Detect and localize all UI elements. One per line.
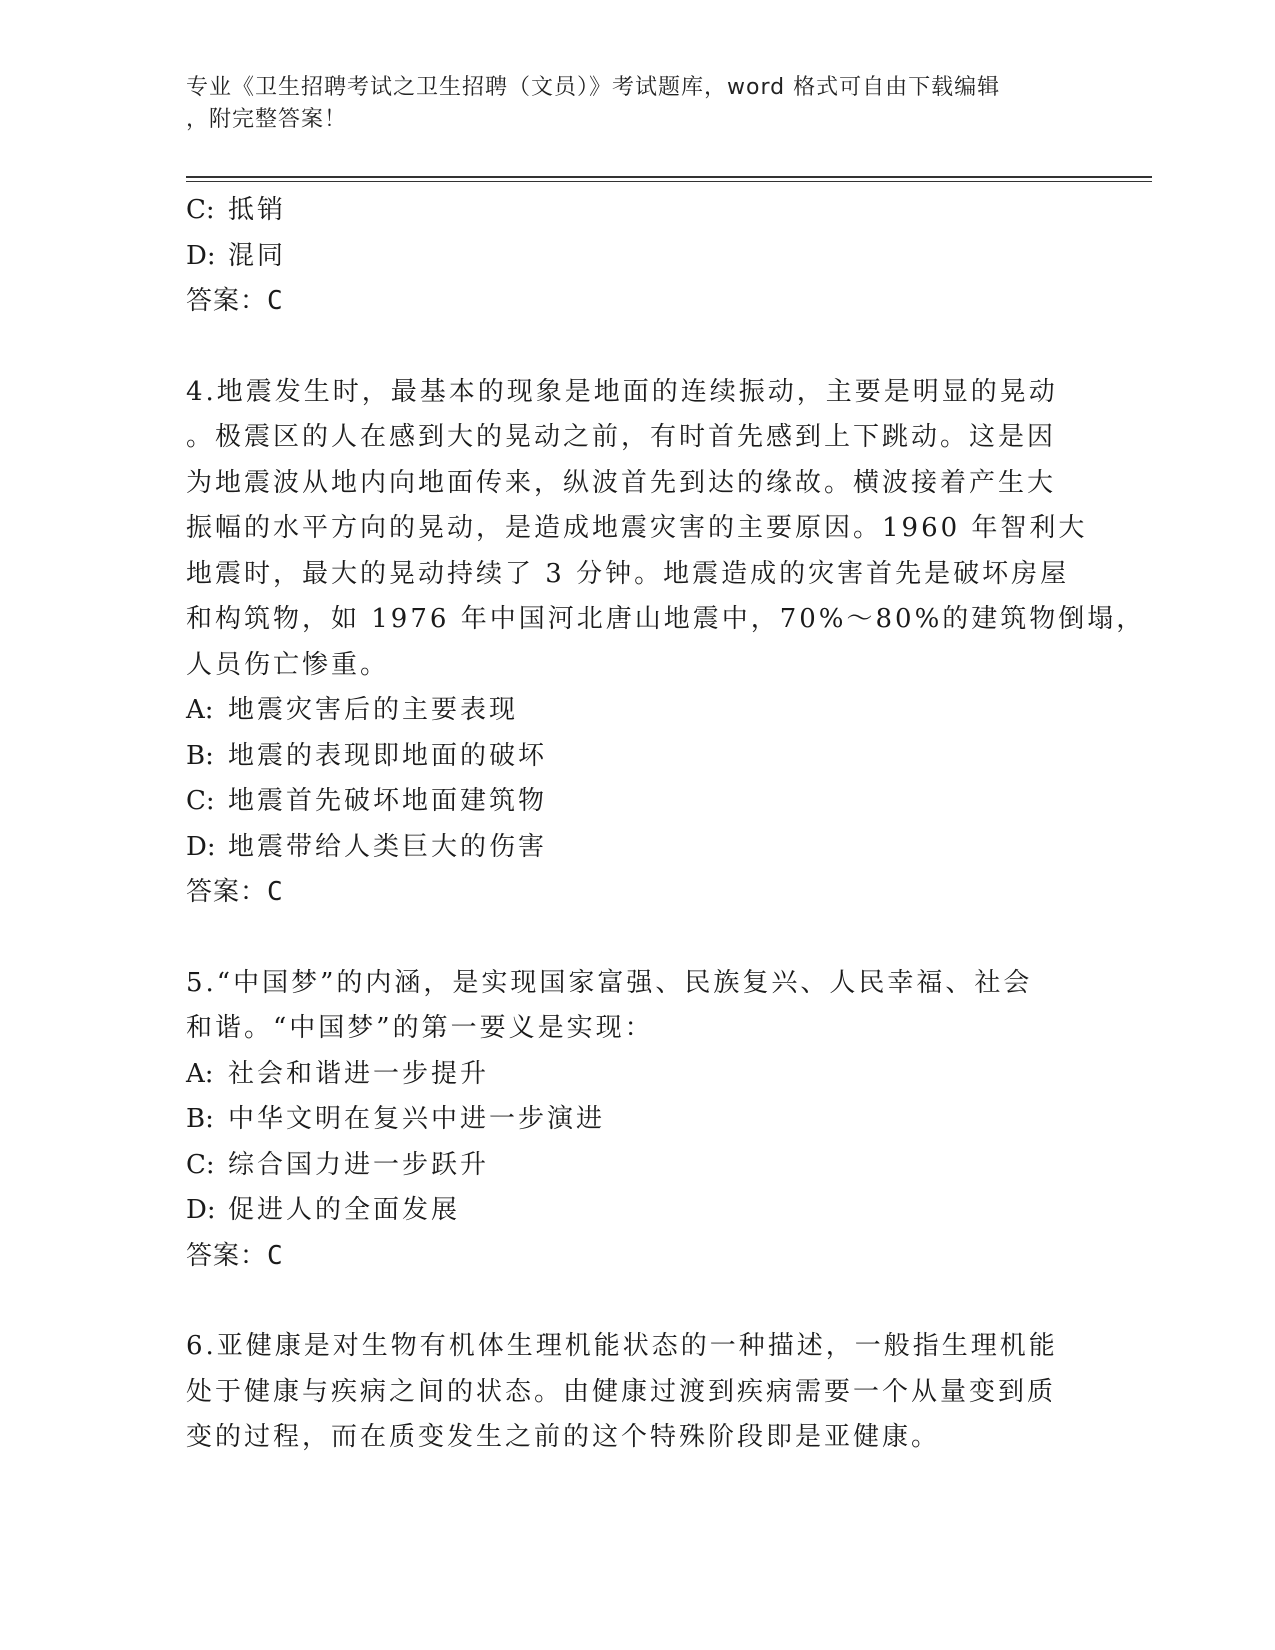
- option-key: D:: [186, 831, 216, 862]
- option-b: [186, 1097, 1066, 1143]
- option-d: [186, 825, 1066, 871]
- option-a: [186, 688, 1066, 734]
- question-stem: [186, 1324, 1066, 1461]
- stem-line: 和构筑物，如 1976 年中国河北唐山地震中，70%～80%的建筑物倒塌，: [186, 604, 1146, 634]
- answer-label: 答案：: [186, 286, 268, 316]
- option-d: [186, 1188, 1066, 1234]
- answer-value: C: [267, 1240, 284, 1271]
- option-text: 中华文明在复兴中进一步演进: [228, 1104, 606, 1134]
- option-a: [186, 1052, 1066, 1098]
- question-6: [186, 1324, 1066, 1461]
- answer-value: C: [267, 877, 284, 907]
- option-text: 地震的表现即地面的破坏: [228, 740, 548, 771]
- option-c: [186, 1143, 1066, 1189]
- option-text: 地震带给人类巨大的伤害: [228, 831, 548, 862]
- stem-line: 5.“中国梦”的内涵，是实现国家富强、民族复兴、人民幸福、社会: [186, 967, 1033, 998]
- spacer: [186, 1279, 1066, 1324]
- page-header: [186, 72, 1066, 136]
- answer-value: C: [267, 286, 284, 316]
- stem-line: 处于健康与疾病之间的状态。由健康过渡到疾病需要一个从量变到质: [186, 1376, 1057, 1407]
- stem-line: 为地震波从地内向地面传来，纵波首先到达的缘故。横波接着产生大: [186, 467, 1057, 498]
- option-key: C:: [186, 195, 215, 225]
- option-text: 混同: [228, 240, 287, 271]
- stem-line: 地震时，最大的晃动持续了 3 分钟。地震造成的灾害首先是破坏房屋: [186, 558, 1070, 589]
- option-key: C:: [186, 1149, 215, 1180]
- answer-line: [186, 870, 1066, 916]
- option-c: [186, 779, 1066, 825]
- option-text: 地震首先破坏地面建筑物: [228, 786, 548, 816]
- stem-line: 4.地震发生时，最基本的现象是地面的连续振动，主要是明显的晃动: [186, 376, 1058, 407]
- answer-line: [186, 1234, 1066, 1280]
- stem-line: 和谐。“中国梦”的第一要义是实现：: [186, 1013, 654, 1043]
- answer-line: [186, 279, 1066, 325]
- spacer: [186, 916, 1066, 961]
- option-d: [186, 234, 1066, 280]
- question-4: [186, 370, 1146, 916]
- option-text: 综合国力进一步跃升: [228, 1149, 490, 1180]
- option-key: B:: [186, 1104, 214, 1134]
- question-stem: [186, 370, 1146, 689]
- header-title-line-2: ，附完整答案！: [186, 107, 348, 132]
- answer-label: 答案：: [186, 1240, 268, 1271]
- spacer: [186, 325, 1066, 370]
- header-divider-thin: [186, 181, 1152, 182]
- stem-line: 振幅的水平方向的晃动，是造成地震灾害的主要原因。1960 年智利大: [186, 513, 1088, 543]
- stem-line: 。极震区的人在感到大的晃动之前，有时首先感到上下跳动。这是因: [186, 422, 1057, 452]
- option-text: 地震灾害后的主要表现: [228, 695, 519, 725]
- answer-label: 答案：: [186, 877, 268, 907]
- option-key: A:: [186, 695, 214, 725]
- option-b: [186, 734, 1066, 780]
- option-key: D:: [186, 240, 216, 271]
- header-divider-thick: [186, 176, 1152, 178]
- stem-line: 变的过程，而在质变发生之前的这个特殊阶段即是亚健康。: [186, 1422, 941, 1452]
- option-key: B:: [186, 740, 214, 771]
- stem-line: 人员伤亡惨重。: [186, 649, 390, 680]
- option-text: 社会和谐进一步提升: [228, 1058, 490, 1089]
- option-key: C:: [186, 786, 215, 816]
- option-key: A:: [186, 1058, 214, 1089]
- option-key: D:: [186, 1195, 216, 1225]
- question-3-tail: [186, 188, 1066, 325]
- option-text: 抵销: [228, 195, 287, 225]
- question-stem: [186, 961, 1066, 1052]
- question-5: [186, 961, 1066, 1280]
- header-title-line-1: 专业《卫生招聘考试之卫生招聘（文员）》考试题库，word 格式可自由下载编辑: [186, 75, 1001, 100]
- stem-line: 6.亚健康是对生物有机体生理机能状态的一种描述，一般指生理机能: [186, 1331, 1058, 1361]
- question-content: [186, 188, 1146, 1461]
- option-c: [186, 188, 1066, 234]
- option-text: 促进人的全面发展: [228, 1195, 461, 1225]
